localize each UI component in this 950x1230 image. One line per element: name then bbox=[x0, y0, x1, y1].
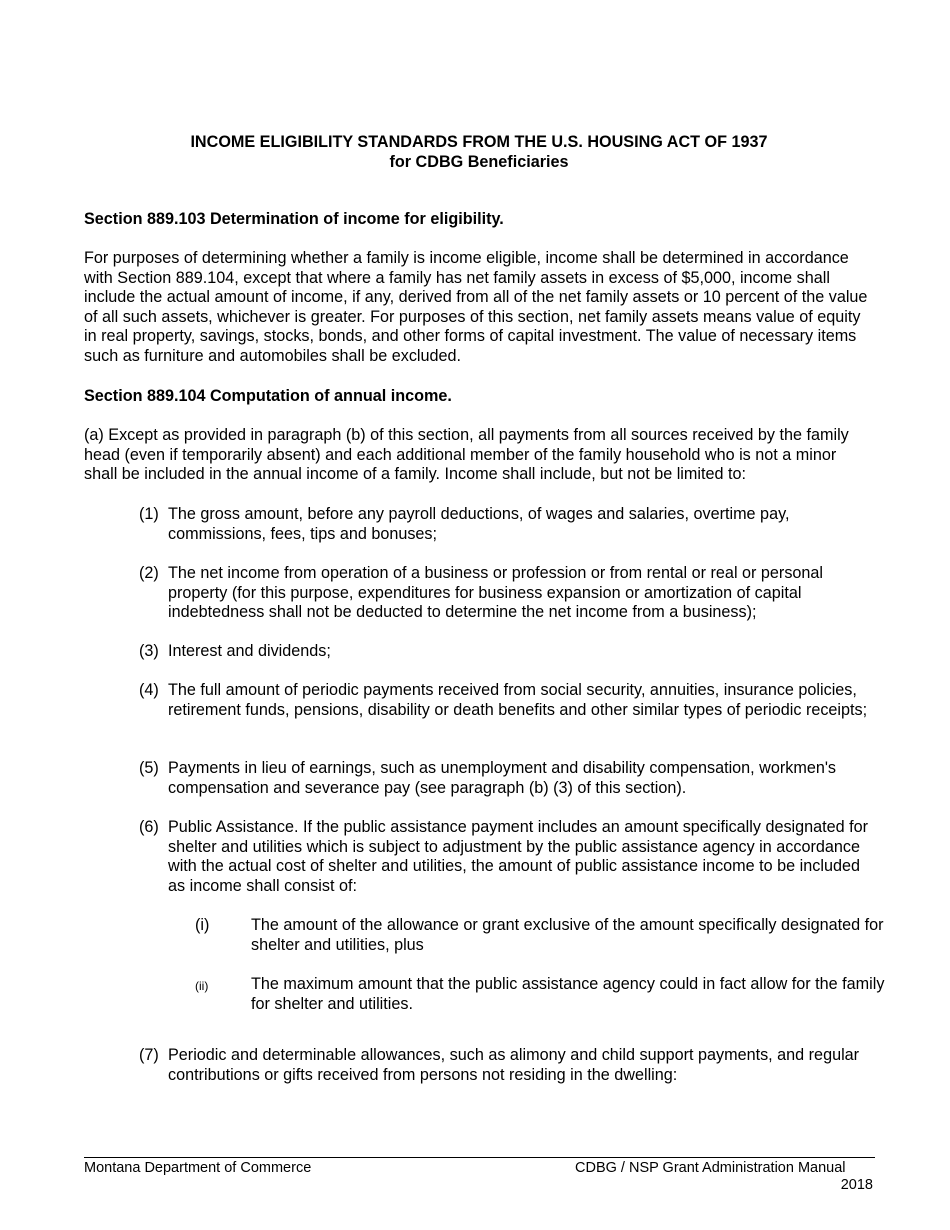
list-item-2 bbox=[139, 564, 879, 623]
sub-item-text: The maximum amount that the public assistance agency could in fact allow for the family for shelter and utilities. bbox=[251, 975, 885, 1013]
footer-manual-title: CDBG / NSP Grant Administration Manual bbox=[575, 1160, 846, 1176]
footer-manual-info bbox=[575, 1160, 873, 1194]
footer-year: 2018 bbox=[840, 1177, 873, 1193]
section-889-103-heading: Section 889.103 Determination of income for eligibility. bbox=[84, 210, 504, 228]
section-889-103-body: For purposes of determining whether a family is income eligible, income shall be determined in accordance with Section 889.104, except that where a family has net family assets in excess of $5,000, income shall include the actual amount of income, if any, derived from all of the net family assets or 10 percent of the value of all such assets, whichever is greater. For purposes of this section, net family assets means value of equity in real property, savings, stocks, bonds, and other forms of capital investment. The value of necessary items such as furniture and automobiles shall be excluded. bbox=[84, 249, 868, 365]
document-title bbox=[84, 132, 874, 172]
list-item-number: (4) bbox=[139, 681, 159, 699]
list-item-text: Interest and dividends; bbox=[168, 642, 331, 660]
list-item-number: (6) bbox=[139, 818, 159, 836]
sub-item-i bbox=[195, 916, 885, 955]
section-889-104-heading: Section 889.104 Computation of annual income. bbox=[84, 387, 452, 405]
title-line-1: INCOME ELIGIBILITY STANDARDS FROM THE U.S. HOUSING ACT OF 1937 bbox=[190, 133, 768, 151]
list-item-3 bbox=[139, 642, 879, 662]
sub-item-text: The amount of the allowance or grant exclusive of the amount specifically designated for shelter and utilities, plus bbox=[251, 916, 884, 954]
sub-item-number: (i) bbox=[195, 916, 210, 934]
footer-divider bbox=[84, 1157, 875, 1158]
sub-item-ii bbox=[195, 975, 885, 1014]
list-item-text: The full amount of periodic payments received from social security, annuities, insurance policies, retirement funds, pensions, disability or death benefits and other similar types of periodic receipts; bbox=[168, 681, 868, 719]
footer-organization: Montana Department of Commerce bbox=[84, 1160, 312, 1176]
list-item-6 bbox=[139, 818, 879, 896]
list-item-text: The net income from operation of a business or profession or from rental or real or personal property (for this purpose, expenditures for business expansion or amortization of capital indebtedness shall not be deducted to determine the net income from a business); bbox=[168, 564, 824, 622]
list-item-number: (1) bbox=[139, 505, 159, 523]
list-item-number: (2) bbox=[139, 564, 159, 582]
list-item-number: (7) bbox=[139, 1046, 159, 1064]
section-889-104-intro: (a) Except as provided in paragraph (b) of this section, all payments from all sources received by the family head (even if temporarily absent) and each additional member of the family household who is not a minor shall be included in the annual income of a family. Income shall include, but not be limited to: bbox=[84, 426, 849, 484]
list-item-number: (3) bbox=[139, 642, 159, 660]
list-item-text: Public Assistance. If the public assistance payment includes an amount specifically designated for shelter and utilities which is subject to adjustment by the public assistance agency in accordance with the actual cost of shelter and utilities, the amount of public assistance income to be included as income shall consist of: bbox=[168, 818, 869, 895]
sub-item-number: (ii) bbox=[195, 979, 209, 993]
list-item-text: Periodic and determinable allowances, such as alimony and child support payments, and regular contributions or gifts received from persons not residing in the dwelling: bbox=[168, 1046, 860, 1084]
list-item-number: (5) bbox=[139, 759, 159, 777]
list-item-text: Payments in lieu of earnings, such as unemployment and disability compensation, workmen's compensation and severance pay (see paragraph (b) (3) of this section). bbox=[168, 759, 837, 797]
list-item-1 bbox=[139, 505, 879, 544]
title-line-2: for CDBG Beneficiaries bbox=[389, 153, 569, 171]
list-item-7 bbox=[139, 1046, 879, 1085]
list-item-5 bbox=[139, 759, 879, 798]
list-item-text: The gross amount, before any payroll deductions, of wages and salaries, overtime pay, commissions, fees, tips and bonuses; bbox=[168, 505, 790, 543]
list-item-4 bbox=[139, 681, 879, 720]
